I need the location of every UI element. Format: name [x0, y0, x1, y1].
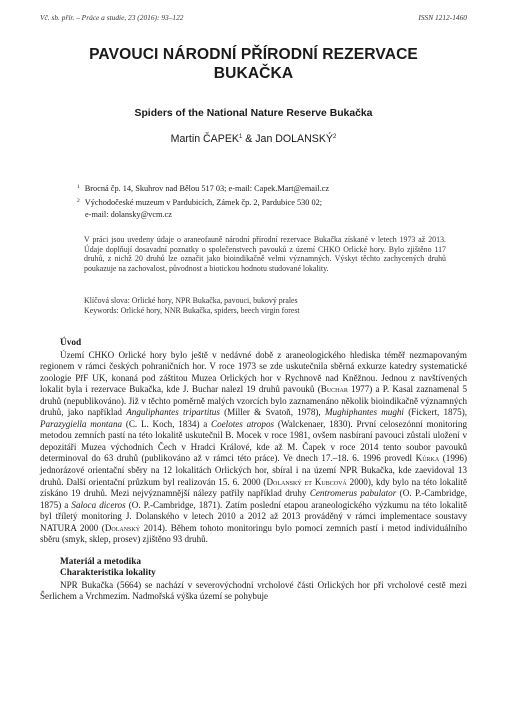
affiliation-1-text: Brocná čp. 14, Skuhrov nad Bělou 517 03; e-mail: Capek.Mart@email.cz [84, 184, 330, 193]
affiliation-1 [77, 181, 456, 195]
author-list [40, 133, 467, 145]
species-name: Saloca diceros [71, 499, 126, 510]
intro-text: (O. P.-Cambridge, 1871). Zatím poslední etapou araneologického výzkumu na této lokalitě byl tříletý monitoring J. Dolanského v letech 2010 a 2012 až 2013 prováděný v rámci implementace soustavy NATURA 2000 ( [40, 499, 467, 533]
affiliation-2-mark: 2 [77, 198, 80, 204]
affiliation-2-email: e-mail: dolansky@vcm.cz [85, 210, 172, 219]
affiliation-1-mark: 1 [77, 184, 80, 190]
article-title-line-2: BUKAČKA [213, 65, 294, 82]
intro-text: Území CHKO Orlické hory bylo ještě v nedávné době z araneologického hlediska téměř nezmapovaným regionem v rámci českých pohraničních hor. V roce 1973 se zde uskutečnila sběrná exkurze katedry systematické zoologie PřF UK, konaná pod záštitou Muzea Orlických hor v Rychnově nad Kněžnou. Jednou z navštívených lokalit byla i rezervace Bukačka, kde J. Buchar nalezl 19 druhů pavouků ( [40, 349, 467, 395]
section-heading-methods: Materiál a metodika [60, 556, 142, 567]
species-name: Centromerus pabulator [309, 488, 397, 499]
author-2: Jan DOLANSKÝ [255, 133, 333, 145]
affiliation-2-text: Východočeské muzeum v Pardubicích, Zámek čp. 2, Pardubice 530 02; [84, 198, 323, 207]
article-title-line-1: PAVOUCI NÁRODNÍ PŘÍRODNÍ REZERVACE [89, 46, 418, 63]
intro-text: (C. L. Koch, 1834) a [122, 418, 212, 429]
keywords-block [84, 296, 446, 315]
journal-citation: Vč. sb. přír. – Práce a studie, 23 (2016): 93–122 [40, 13, 184, 22]
intro-text: (Miller & Svatoň, 1978), [219, 407, 325, 418]
citation: Buchar [320, 384, 348, 395]
subsection-heading-locality: Charakteristika lokality [60, 568, 156, 579]
abstract: V práci jsou uvedeny údaje o araneofauně národní přírodní rezervace Bukačka získané v letech 1973 až 2013. Údaje doplňují dosavadní poznatky o společenstvech pavouků z území CHKO Orlické hory. Bylo zjištěno 117 druhů, z nichž 20 druhů lze označit jako bioindikačně velmi významných. Výskyt těchto zachycených druhů poukazuje na zachovalost, původnost a biotickou hodnotu studované lokality. [84, 235, 446, 273]
author-separator: & [242, 133, 256, 145]
section-heading-intro: Úvod [60, 338, 82, 348]
species-name: Parazygiella montana [40, 418, 123, 429]
author-2-affil-mark: 2 [332, 134, 337, 140]
intro-text: (O. P.-Cambridge, 1875) a [40, 488, 467, 510]
running-header [40, 13, 467, 25]
species-name: Coelotes atropos [211, 418, 275, 429]
intro-paragraph [40, 350, 467, 546]
species-name: Mughiphantes mughi [324, 407, 404, 418]
intro-text: (Fickert, 1875), [403, 407, 467, 418]
intro-text: 2000), kdy bylo na této lokalitě získáno 19 druhů. Mezi nejvýznamnější nálezy patřily například druhy [40, 476, 467, 499]
article-subtitle: Spiders of the National Nature Reserve Bukačka [134, 108, 373, 119]
issn: ISSN 1212-1460 [418, 13, 467, 22]
author-1-affil-mark: 1 [238, 134, 243, 140]
species-name: Anguliphantes tripartitus [126, 407, 220, 418]
citation: Dolanský et Kubcová [266, 476, 347, 487]
article-title [40, 45, 467, 83]
citation: Kůrka [415, 453, 440, 464]
citation: Dolanský [104, 522, 141, 533]
intro-text: 2014). Během tohoto monitoringu bylo pomocí zemních pastí i metod individuálního sběru (smyk, sklep, prosev) zjištěno 93 druhů. [40, 522, 467, 545]
methods-paragraph: NPR Bukačka (5664) se nachází v severovýchodní vrcholové části Orlických hor při vrcholové cestě mezi Šerlichem a Vrchmezím. Nadmořská výška území se pohybuje [40, 579, 467, 602]
keywords-en: Keywords: Orlické hory, NNR Bukačka, spiders, beech virgin forest [84, 305, 300, 315]
keywords-cz: Klíčová slova: Orlické hory, NPR Bukačka, pavouci, bukový prales [84, 296, 298, 305]
article-body [40, 338, 467, 603]
section-gap [40, 546, 467, 557]
intro-text: (Walckenaer, 1830). První celosezónní monitoring metodou zemních pastí na této lokalitě uskutečnil B. Mocek v roce 1981, ovšem nasbíraní pavouci zůstali uložení v depozitáři Muzea východních Čech v Hradci Králové, kde až M. Čapek v roce 2014 tento soubor pavouků determinoval do 63 druhů (publikováno až v rámci této práce). Ve dnech 17.–18. 6. 1996 provedl [40, 418, 467, 464]
intro-text: 1977) a P. Kasal zaznamenal 5 druhů (nepublikováno). Již v těchto poměrně malých vzorcích bylo zaznamenáno několik bioindikačně významných druhů, jako například [40, 384, 467, 418]
affiliation-2 [77, 195, 456, 221]
author-1: Martin ČAPEK [170, 133, 239, 145]
intro-text: (1996) jednorázové orientační sběry na 12 lokalitách Orlických hor, sbíral i na území NPR Bukačka, kde zaevidoval 13 druhů. Další orientační průzkum byl realizován 15. 6. 2000 ( [40, 453, 467, 487]
